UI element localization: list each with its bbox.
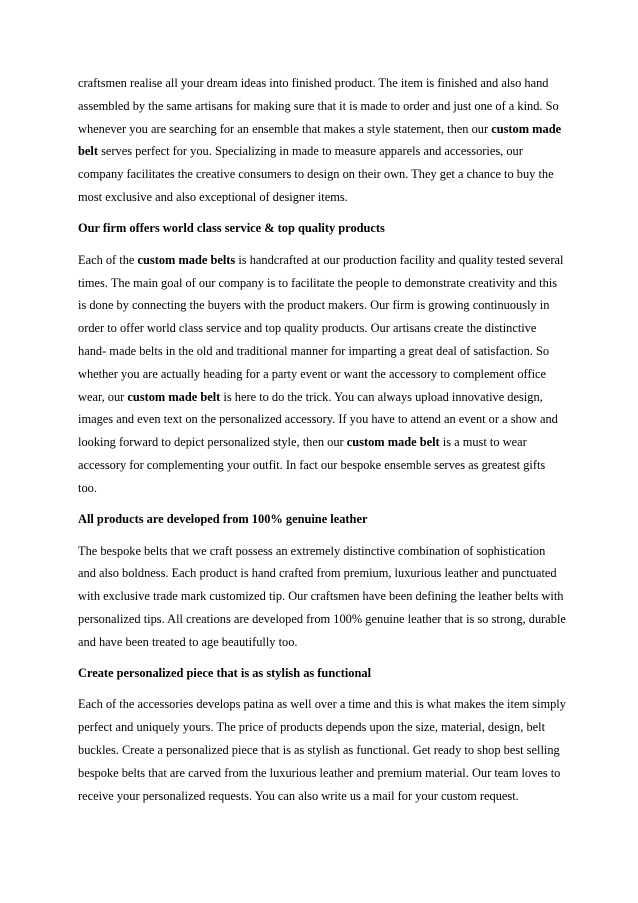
section-heading-service: Our firm offers world class service & top quality products: [78, 221, 385, 236]
paragraph-text: is a must to wear accessory for complementing your outfit. In fact our bespoke ensemble serves as greatest gifts too.: [78, 435, 546, 495]
paragraph-text: is handcrafted at our production facility and quality tested several times. The main goal of our company is to facilitate the people to demonstrate creativity and this is done by connecting the buyers with the product makers. Our firm is growing continuously in order to offer world class service and top quality products. Our artisans create the distinctive hand- made belts in the old and traditional manner for imparting a great deal of satisfaction. So whether you are actually heading for a party event or want the accessory to complement office wear, our: [78, 252, 564, 404]
document-body: [78, 72, 566, 816]
paragraph-text: Each of the: [78, 252, 138, 267]
bold-keyword: custom made belts: [137, 252, 236, 267]
bold-keyword: custom made belt: [78, 121, 562, 159]
section-heading-leather: All products are developed from 100% genuine leather: [78, 512, 368, 527]
paragraph-leather: The bespoke belts that we craft possess an extremely distinctive combination of sophistication and also boldness. Each product is hand crafted from premium, luxurious leather and punctuated with exclusive trade mark customized tip. Our craftsmen have been defining the leather belts with personalized tips. All creations are developed from 100% genuine leather that is so strong, durable and have been treated to age beautifully too.: [78, 543, 566, 649]
paragraph-service: [78, 249, 566, 500]
paragraph-text: serves perfect for you. Specializing in made to measure apparels and accessories, our company facilitates the creative consumers to design on their own. They get a chance to buy the most exclusive and also exceptional of designer items.: [78, 144, 554, 204]
paragraph-intro: [78, 72, 566, 209]
paragraph-text: is here to do the trick. You can always upload innovative design, images and even text on the personalized accessory. If you have to attend an event or a show and looking forward to depict personalized style, then our: [78, 389, 558, 450]
bold-keyword: custom made belt: [127, 389, 221, 404]
section-heading-personalized: Create personalized piece that is as stylish as functional: [78, 666, 372, 681]
bold-keyword: custom made belt: [346, 435, 440, 450]
paragraph-text: craftsmen realise all your dream ideas into finished product. The item is finished and also hand assembled by the same artisans for making sure that it is made to order and just one of a kind. So whenever you are searching for an ensemble that makes a style statement, then our: [78, 76, 559, 136]
paragraph-personalized: Each of the accessories develops patina as well over a time and this is what makes the item simply perfect and uniquely yours. The price of products depends upon the size, material, design, belt buckles. Create a personalized piece that is as stylish as functional. Get ready to shop best selling bespoke belts that are carved from the luxurious leather and premium material. Our team loves to receive your personalized requests. You can also write us a mail for your custom request.: [78, 697, 566, 803]
